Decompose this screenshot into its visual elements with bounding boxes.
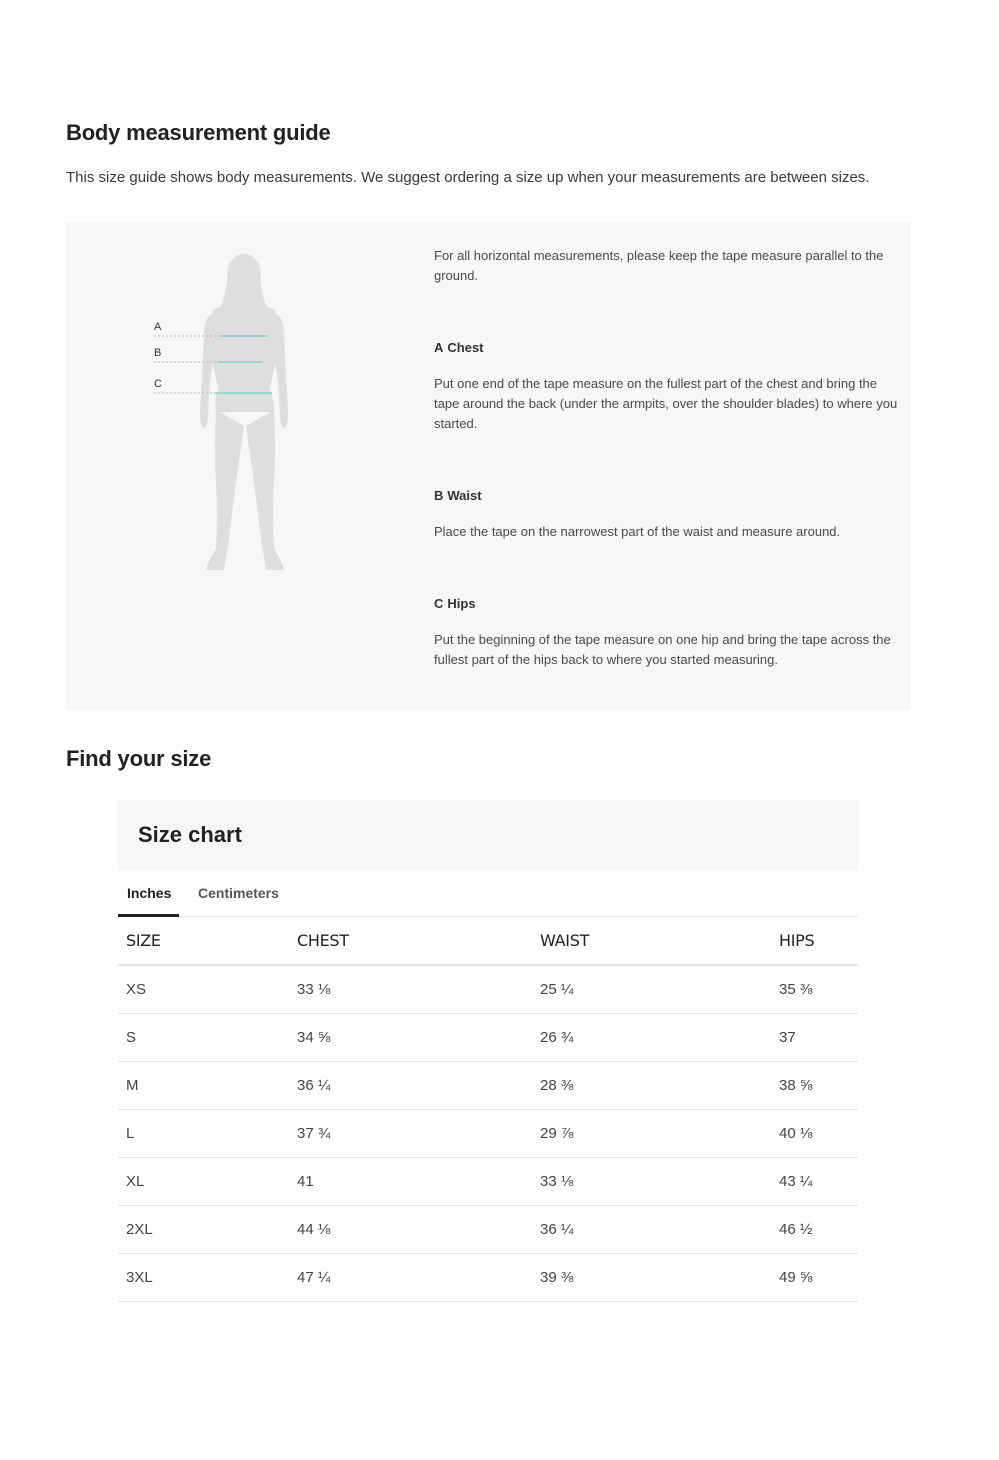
measurement-heading bbox=[434, 594, 904, 614]
measurement-hips bbox=[434, 594, 904, 670]
cell-chest: 37 ¾ bbox=[289, 1110, 532, 1158]
cell-chest: 41 bbox=[289, 1158, 532, 1206]
cell-chest: 34 ⅝ bbox=[289, 1014, 532, 1062]
measurement-description: Place the tape on the narrowest part of the waist and measure around. bbox=[434, 524, 841, 539]
cell-waist: 39 ⅜ bbox=[532, 1254, 771, 1302]
tab-centimeters[interactable]: Centimeters bbox=[198, 885, 279, 901]
measurement-name: Waist bbox=[447, 488, 482, 503]
table-row bbox=[118, 1014, 858, 1062]
table-row bbox=[118, 1062, 858, 1110]
measurement-instructions bbox=[434, 246, 904, 670]
guide-intro: This size guide shows body measurements. We suggest ordering a size up when your measurements are between sizes. bbox=[66, 169, 870, 186]
measurement-name: Hips bbox=[447, 596, 476, 611]
cell-hips: 46 ½ bbox=[771, 1206, 858, 1254]
measurement-letter: C bbox=[434, 596, 444, 611]
cell-hips: 35 ⅜ bbox=[771, 965, 858, 1014]
cell-size: XS bbox=[118, 965, 289, 1014]
measurement-waist bbox=[434, 486, 904, 542]
cell-chest: 33 ⅛ bbox=[289, 965, 532, 1014]
table-row bbox=[118, 1206, 858, 1254]
measurement-letter: A bbox=[434, 340, 444, 355]
cell-waist: 33 ⅛ bbox=[532, 1158, 771, 1206]
cell-size: L bbox=[118, 1110, 289, 1158]
cell-waist: 25 ¼ bbox=[532, 965, 771, 1014]
find-size-title: Find your size bbox=[66, 746, 212, 771]
cell-hips: 37 bbox=[771, 1014, 858, 1062]
table-header-row bbox=[118, 917, 858, 965]
cell-size: 2XL bbox=[118, 1206, 289, 1254]
guide-title: Body measurement guide bbox=[66, 120, 331, 145]
size-chart-title: Size chart bbox=[138, 822, 242, 847]
measurement-chest bbox=[434, 338, 904, 434]
cell-hips: 38 ⅝ bbox=[771, 1062, 858, 1110]
column-header-size: SIZE bbox=[118, 917, 289, 965]
body-figure-illustration bbox=[146, 250, 306, 570]
size-chart-header bbox=[118, 800, 858, 870]
cell-chest: 47 ¼ bbox=[289, 1254, 532, 1302]
measurement-heading bbox=[434, 486, 904, 506]
cell-waist: 26 ¾ bbox=[532, 1014, 771, 1062]
size-chart bbox=[118, 800, 858, 1302]
measurement-guide-panel bbox=[66, 222, 911, 710]
marker-label-c: C bbox=[154, 378, 162, 390]
cell-waist: 28 ⅜ bbox=[532, 1062, 771, 1110]
cell-chest: 44 ⅛ bbox=[289, 1206, 532, 1254]
cell-size: XL bbox=[118, 1158, 289, 1206]
measurement-description: Put one end of the tape measure on the fullest part of the chest and bring the tape around the back (under the armpits, over the shoulder blades) to where you started. bbox=[434, 376, 898, 431]
table-row bbox=[118, 1158, 858, 1206]
active-tab-indicator bbox=[118, 914, 179, 917]
column-header-hips: HIPS bbox=[771, 917, 858, 965]
table-row bbox=[118, 965, 858, 1014]
measurement-heading bbox=[434, 338, 904, 358]
cell-size: 3XL bbox=[118, 1254, 289, 1302]
size-table bbox=[118, 917, 858, 1302]
cell-hips: 40 ⅛ bbox=[771, 1110, 858, 1158]
column-header-chest: CHEST bbox=[289, 917, 532, 965]
cell-waist: 36 ¼ bbox=[532, 1206, 771, 1254]
measurement-description: Put the beginning of the tape measure on one hip and bring the tape across the fullest part of the hips back to where you started measuring. bbox=[434, 632, 891, 667]
unit-tabs bbox=[118, 870, 858, 917]
column-header-waist: WAIST bbox=[532, 917, 771, 965]
cell-hips: 43 ¼ bbox=[771, 1158, 858, 1206]
cell-waist: 29 ⅞ bbox=[532, 1110, 771, 1158]
cell-hips: 49 ⅝ bbox=[771, 1254, 858, 1302]
general-note: For all horizontal measurements, please keep the tape measure parallel to the ground. bbox=[434, 248, 884, 283]
marker-label-a: A bbox=[154, 321, 162, 333]
table-row bbox=[118, 1254, 858, 1302]
cell-size: M bbox=[118, 1062, 289, 1110]
marker-label-b: B bbox=[154, 347, 162, 359]
table-row bbox=[118, 1110, 858, 1158]
measurement-letter: B bbox=[434, 488, 444, 503]
cell-size: S bbox=[118, 1014, 289, 1062]
cell-chest: 36 ¼ bbox=[289, 1062, 532, 1110]
measurement-name: Chest bbox=[447, 340, 484, 355]
tab-inches[interactable]: Inches bbox=[127, 885, 172, 901]
